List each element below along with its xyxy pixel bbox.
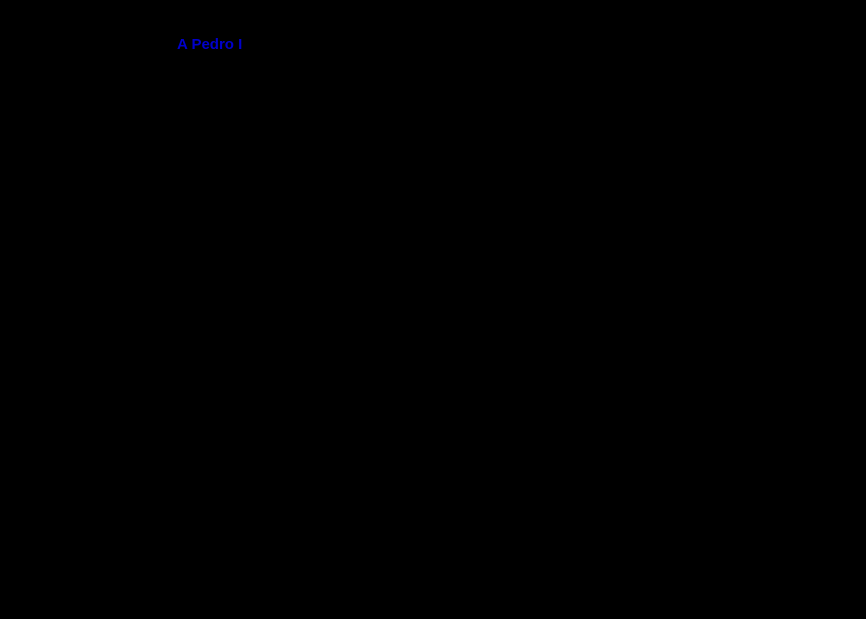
pedro-link[interactable]: A Pedro I <box>177 36 243 53</box>
